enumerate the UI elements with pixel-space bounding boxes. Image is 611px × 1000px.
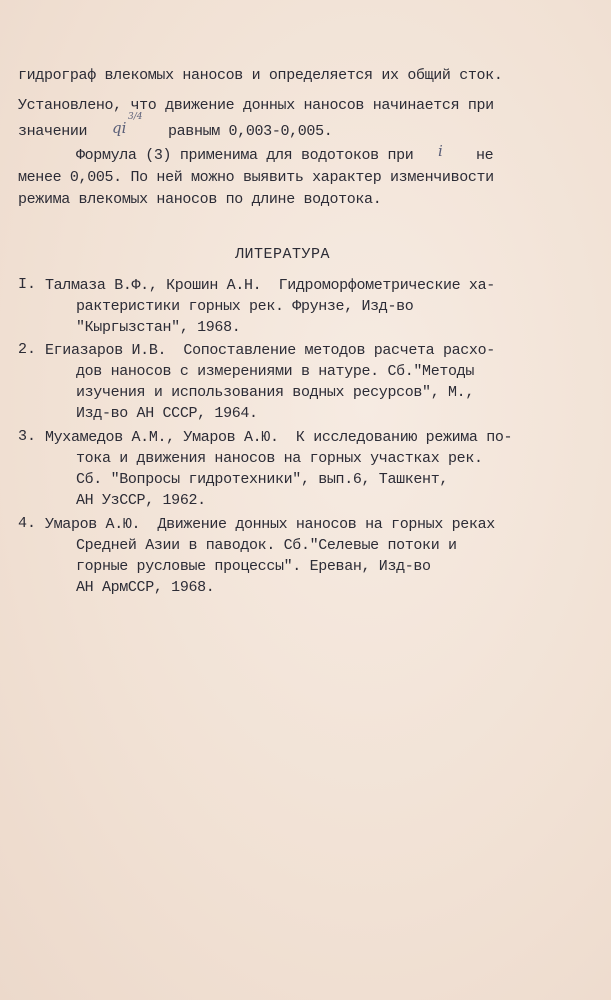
- reference-3-line-3: Сб. "Вопросы гидротехники", вып.6, Ташкент,: [76, 471, 449, 488]
- body-line-4-end: не: [476, 147, 494, 164]
- body-line-5: менее 0,005. По ней можно выявить характер изменчивости: [18, 169, 494, 186]
- reference-number: I.: [18, 276, 37, 293]
- reference-3-line-2: тока и движения наносов на горных участках рек.: [76, 450, 483, 467]
- reference-4-line-4: АН АрмССР, 1968.: [76, 579, 215, 596]
- reference-number: 4.: [18, 515, 37, 532]
- body-line-3-end: равным 0,003-0,005.: [168, 123, 333, 140]
- reference-number: 2.: [18, 341, 37, 358]
- reference-number: 3.: [18, 428, 37, 445]
- reference-1-line-1: Талмаза В.Ф., Крошин А.Н. Гидроморфометрические ха-: [45, 277, 495, 294]
- body-line-1: гидрограф влекомых наносов и определяется их общий сток.: [18, 67, 503, 84]
- reference-4-line-2: Средней Азии в паводок. Сб."Селевые потоки и: [76, 537, 457, 554]
- reference-1-line-3: "Кыргызстан", 1968.: [76, 319, 241, 336]
- reference-2-line-2: дов наносов с измерениями в натуре. Сб."Методы: [76, 363, 474, 380]
- reference-2-line-1: Егиазаров И.В. Сопоставление методов расчета расхо-: [45, 342, 495, 359]
- reference-3-line-1: Мухамедов А.М., Умаров А.Ю. К исследованию режима по-: [45, 429, 513, 446]
- body-line-2: Установлено, что движение донных наносов начинается при: [18, 97, 494, 114]
- reference-4-line-3: горные русловые процессы". Ереван, Изд-во: [76, 558, 431, 575]
- reference-3-line-4: АН УзССР, 1962.: [76, 492, 206, 509]
- reference-1-line-2: рактеристики горных рек. Фрунзе, Изд-во: [76, 298, 414, 315]
- formula-exponent: 3/4: [128, 112, 143, 122]
- reference-2-line-4: Изд-во АН СССР, 1964.: [76, 405, 258, 422]
- reference-2-line-3: изучения и использования водных ресурсов", М.,: [76, 384, 474, 401]
- literature-heading: ЛИТЕРАТУРА: [234, 246, 330, 263]
- symbol-i: i: [438, 142, 443, 160]
- formula-qi: qi: [112, 119, 127, 137]
- body-line-3-start: значении: [18, 123, 88, 140]
- body-line-6: режима влекомых наносов по длине водотока.: [18, 191, 382, 208]
- reference-4-line-1: Умаров А.Ю. Движение донных наносов на горных реках: [45, 516, 495, 533]
- body-line-4-start: Формула (3) применима для водотоков при: [76, 147, 414, 164]
